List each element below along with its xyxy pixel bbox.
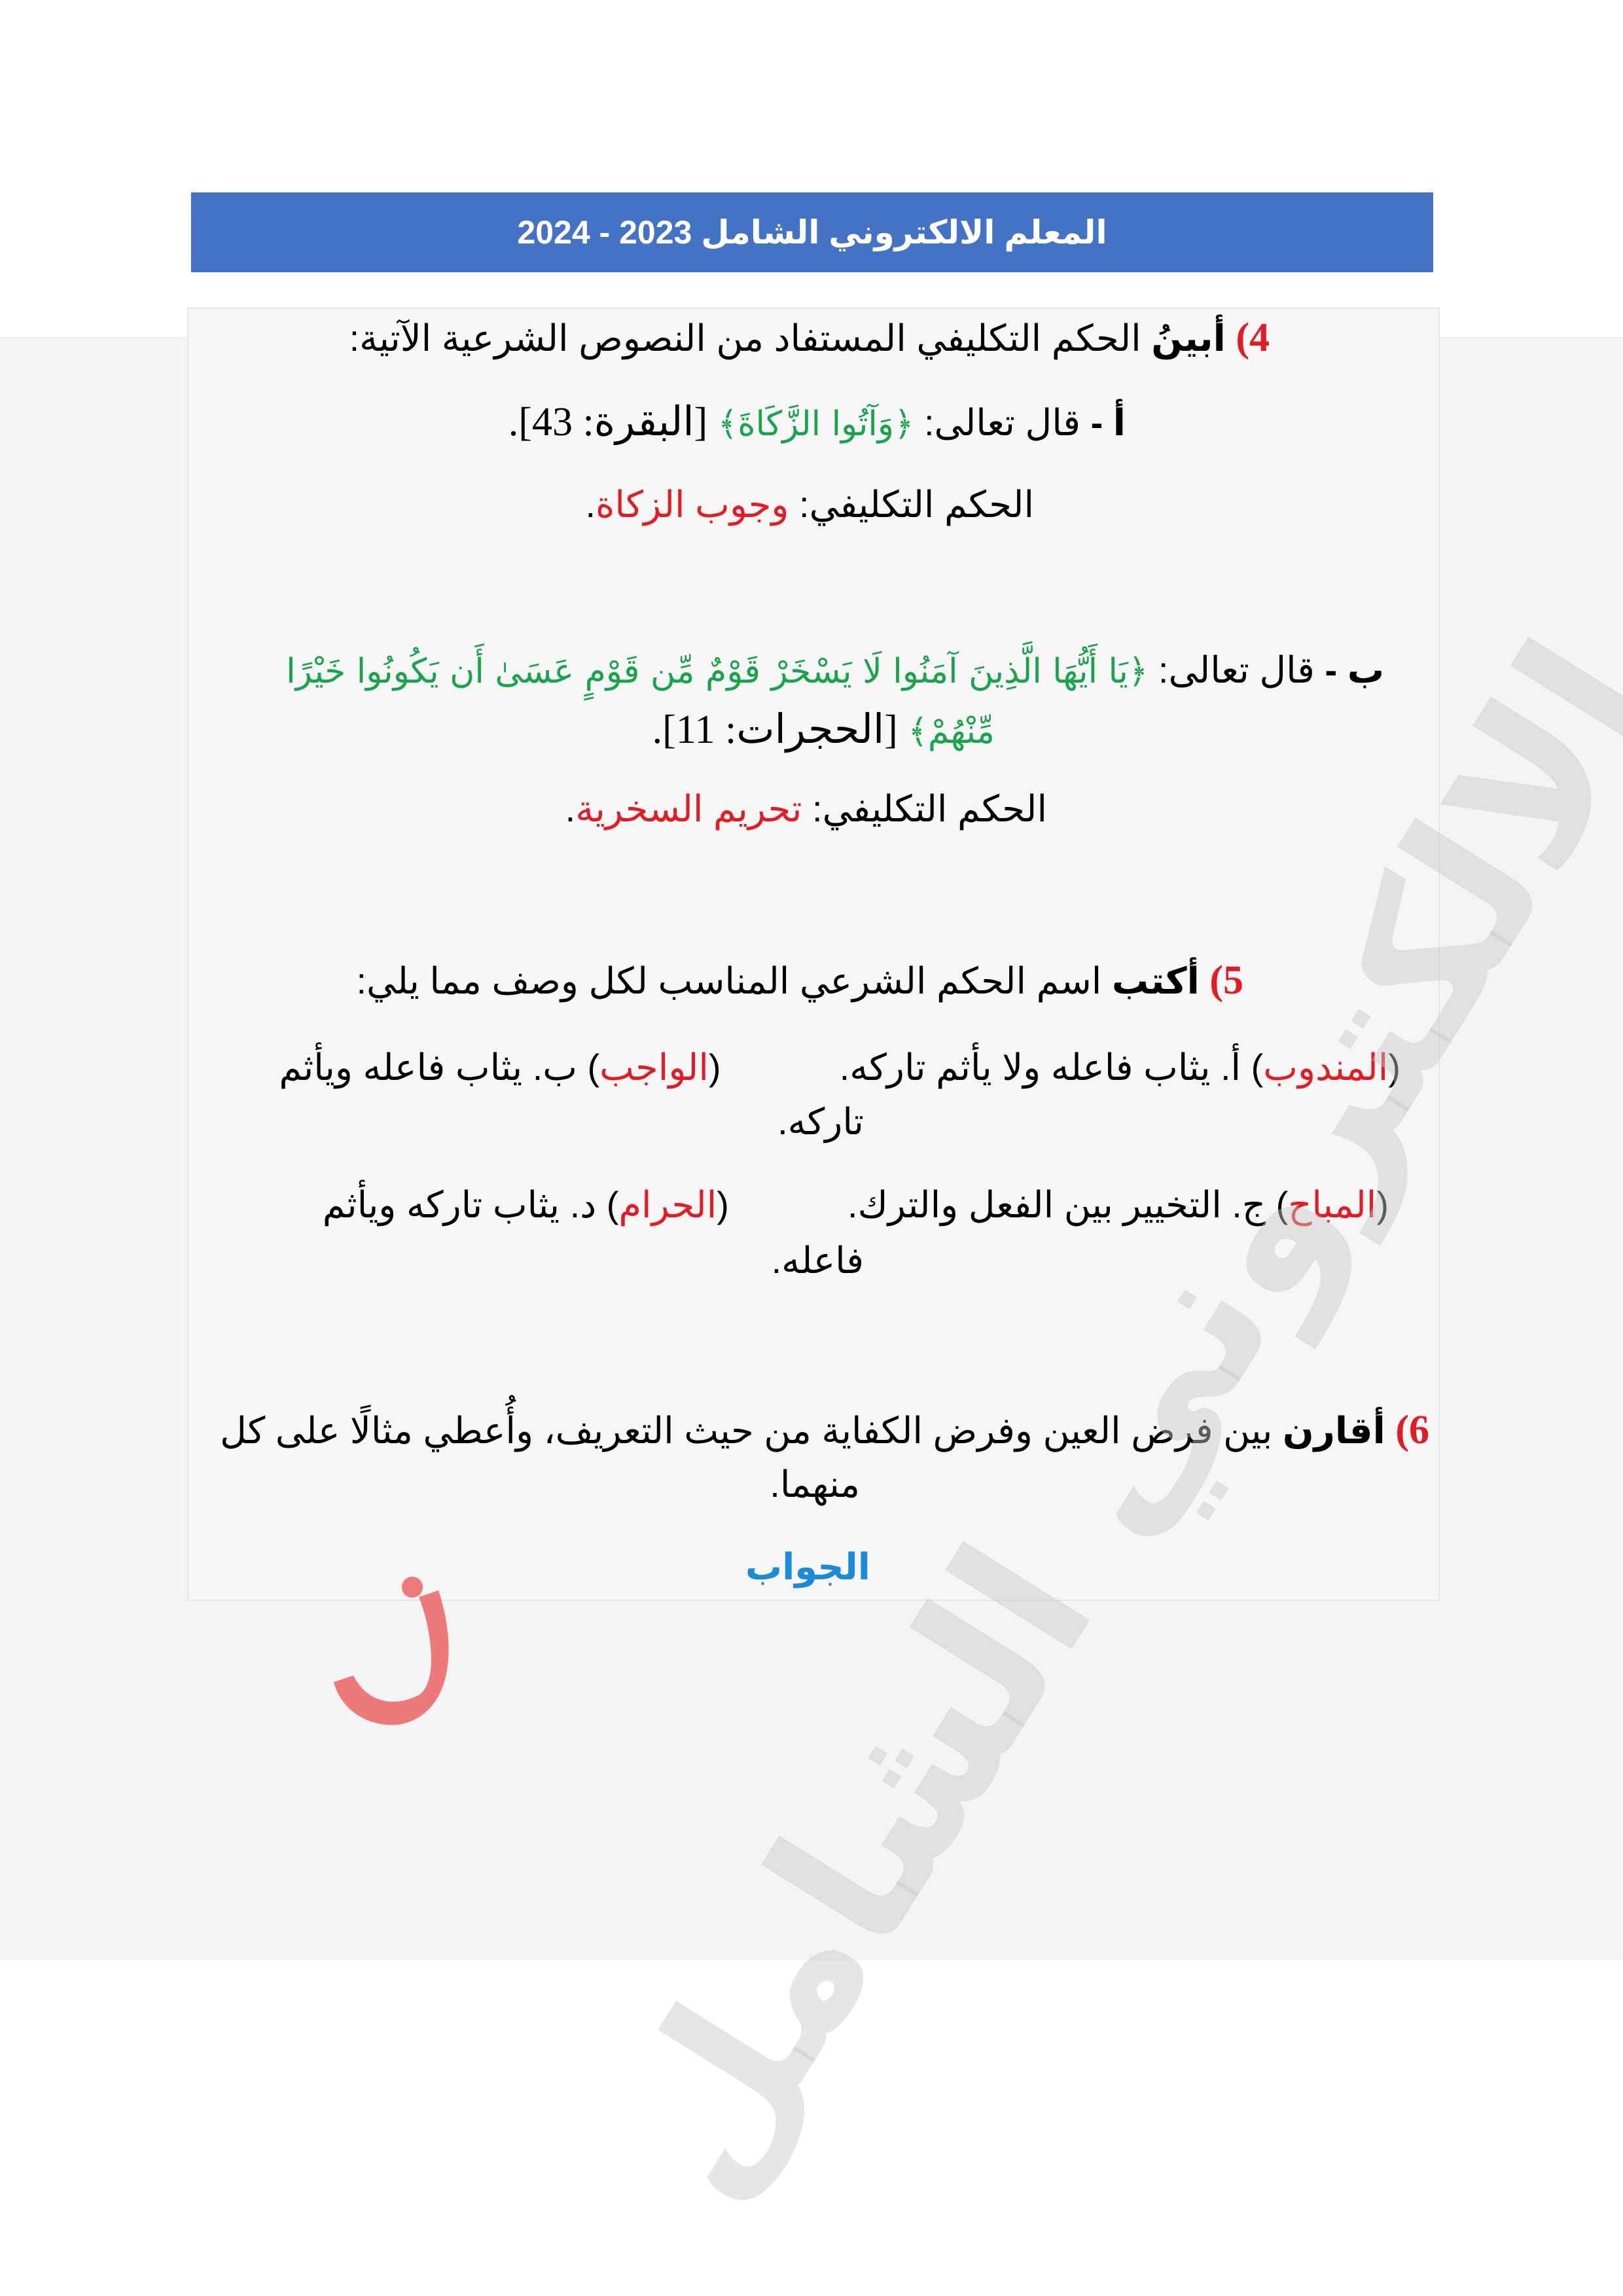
- q4-b-ruling-label: الحكم التكليفي:: [812, 788, 1047, 829]
- q4-b-ref: [الحجرات: 11].: [652, 708, 898, 752]
- q5-a-text: ) أ. يثاب فاعله ولا يأثم تاركه.: [839, 1047, 1264, 1088]
- q4-b-ruling-period: .: [565, 788, 576, 829]
- q4-a-ruling-value: وجوب الزكاة: [596, 484, 789, 525]
- q6-heading: [220, 1404, 1429, 1457]
- q5-row2: [323, 1181, 1389, 1229]
- q4-b-intro: قال تعالى:: [1158, 649, 1315, 691]
- q4-b-ruling: [565, 785, 1047, 833]
- q5-row1: [279, 1044, 1400, 1092]
- q4-heading: [349, 312, 1270, 365]
- q4-a-ref: [البقرة: 43].: [508, 400, 708, 444]
- q6-cont: منهما.: [770, 1463, 860, 1505]
- q4-b-verse-line1: ﴿يَا أَيُّهَا الَّذِينَ آمَنُوا لَا يَسْخَرْ قَوْمٌ مِّن قَوْمٍ عَسَىٰ أَن يَكُونُوا خَيْرًا: [286, 652, 1149, 691]
- q4-a-intro: قال تعالى:: [923, 402, 1081, 443]
- q5-row2-cont: [772, 1237, 864, 1285]
- q4-b-label: ب -: [1325, 649, 1384, 691]
- q4-b-verse-line2: مِّنْهُمْ﴾: [908, 712, 995, 751]
- q4-a-line: [508, 396, 1126, 449]
- q4-a-label: أ -: [1090, 402, 1126, 443]
- q5-c-open: (: [1376, 1184, 1389, 1225]
- q4-verb: أبينُ: [1151, 317, 1226, 359]
- q5-d-text: ) د. يثاب تاركه ويأثم: [322, 1184, 619, 1225]
- q5-b-open: (: [708, 1047, 721, 1088]
- q5-verb: أكتب: [1111, 960, 1200, 1001]
- q5-b-text: ) ب. يثاب فاعله ويأثم: [279, 1047, 600, 1088]
- q6-number: 6): [1395, 1408, 1429, 1452]
- q4-text: الحكم التكليفي المستفاد من النصوص الشرعية الآتية:: [349, 317, 1141, 359]
- q5-a-answer: المندوب: [1263, 1047, 1389, 1088]
- q6-verb: أقارن: [1282, 1410, 1385, 1451]
- q4-a-verse: ﴿وَآتُوا الزَّكَاةَ﴾: [717, 404, 914, 444]
- q4-a-ruling-period: .: [585, 484, 596, 525]
- q4-a-ruling-label: الحكم التكليفي:: [799, 484, 1034, 525]
- q5-heading: [357, 954, 1244, 1007]
- q5-text: اسم الحكم الشرعي المناسب لكل وصف مما يلي:: [356, 960, 1102, 1001]
- page-header: [191, 192, 1433, 272]
- q6-answer-line: [745, 1543, 870, 1591]
- q4-a-ruling: [585, 481, 1034, 529]
- q4-b-ruling-value: تحريم السخرية: [575, 788, 802, 829]
- q6-cont-line: [770, 1461, 860, 1509]
- watermark-text: الالكتروني الشامل: [567, 605, 1623, 2234]
- q5-b-cont: تاركه.: [777, 1101, 864, 1142]
- q5-d-cont: فاعله.: [771, 1240, 864, 1281]
- q5-d-answer: الحرام: [618, 1184, 717, 1225]
- q5-c-text: ) ج. التخيير بين الفعل والترك.: [847, 1184, 1289, 1225]
- q5-d-open: (: [717, 1184, 729, 1225]
- header-title: المعلم الالكتروني الشامل 2023 - 2024: [517, 214, 1107, 251]
- answer-label: الجواب: [745, 1546, 870, 1587]
- q4-b-line2: [652, 704, 995, 757]
- q6-text: بين فرض العين وفرض الكفاية من حيث التعريف، وأُعطي مثالًا على كل: [220, 1410, 1273, 1451]
- q4-b-line: [286, 647, 1384, 694]
- q5-c-answer: المباح: [1288, 1184, 1377, 1225]
- q4-number: 4): [1236, 315, 1270, 360]
- q5-b-answer: الواجب: [599, 1047, 709, 1088]
- q5-a-open: (: [1388, 1047, 1400, 1088]
- q5-row1-cont: [777, 1098, 864, 1146]
- q5-number: 5): [1209, 958, 1243, 1003]
